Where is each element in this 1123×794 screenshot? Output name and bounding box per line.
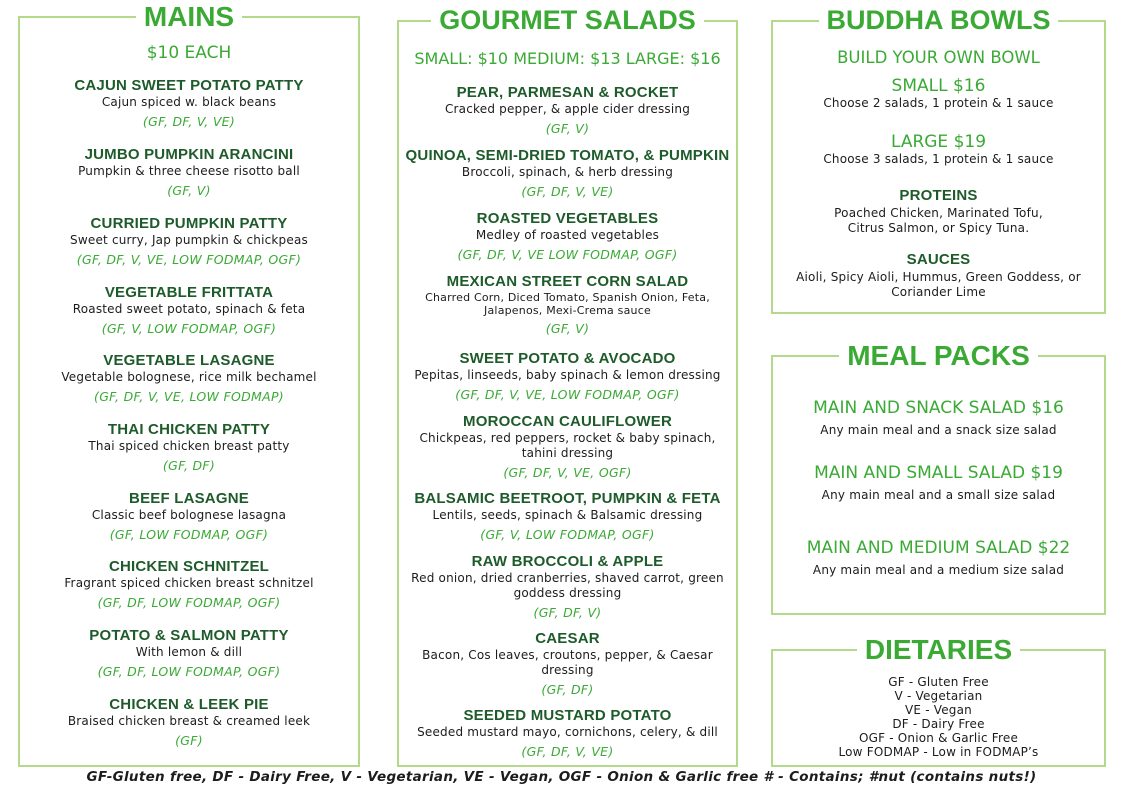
- dish-description: Cajun spiced w. black beans: [101, 95, 277, 109]
- dish-description: Vegetable bolognese, rice milk bechamel: [61, 370, 317, 384]
- salads-title: GOURMET SALADS: [399, 7, 736, 34]
- dish-name: CHICKEN & LEEK PIE: [109, 696, 269, 713]
- dish-description: Fragrant spiced chicken breast schnitzel: [64, 576, 314, 590]
- mains-price: $10 EACH: [146, 43, 232, 63]
- dietary-tags: (GF, V, LOW FODMAP, OGF): [101, 321, 277, 336]
- dish-description: With lemon & dill: [135, 645, 243, 659]
- dish-name: MOROCCAN CAULIFLOWER: [463, 413, 672, 430]
- dietary-tags: (GF, DF, LOW FODMAP, OGF): [97, 595, 281, 610]
- dish-description: Thai spiced chicken breast patty: [88, 439, 290, 453]
- meal-pack-item: [773, 397, 1104, 438]
- dish-description: Pepitas, linseeds, baby spinach & lemon dressing: [414, 368, 721, 382]
- dietary-tags: (GF, DF, V): [533, 605, 602, 620]
- dish-name: RAW BROCCOLI & APPLE: [471, 553, 664, 570]
- salad-item: [403, 630, 732, 698]
- dietaries-section: [771, 634, 1106, 767]
- bowls-subtitle: BUILD YOUR OWN BOWL: [837, 48, 1040, 67]
- bowls-small-price: SMALL $16: [891, 76, 986, 96]
- bowls-small-desc: Choose 2 salads, 1 protein & 1 sauce: [823, 96, 1054, 110]
- dish-description: Cracked pepper, & apple cider dressing: [444, 102, 691, 116]
- dietaries-title: DIETARIES: [773, 636, 1104, 664]
- dish-name: ROASTED VEGETABLES: [476, 210, 659, 227]
- dish-description: Classic beef bolognese lasagna: [91, 508, 287, 522]
- dietary-tags: (GF, DF): [162, 458, 216, 473]
- proteins-title: PROTEINS: [899, 187, 978, 204]
- salad-item: [403, 84, 732, 137]
- meal-pack-name: MAIN AND SNACK SALAD $16: [813, 398, 1064, 418]
- dietary-tags: (GF, DF): [541, 682, 594, 697]
- meal-packs-section: [771, 340, 1106, 615]
- menu-item: [20, 284, 358, 337]
- menu-item: [20, 558, 358, 611]
- bowls-title: BUDDHA BOWLS: [773, 7, 1104, 34]
- dietary-line: VE - Vegan: [905, 703, 972, 717]
- bowls-section: [771, 5, 1106, 314]
- dish-description: Charred Corn, Diced Tomato, Spanish Onion, Feta, Jalapenos, Mexi-Crema sauce: [425, 291, 710, 317]
- sauces-desc: Aioli, Spicy Aioli, Hummus, Green Goddess, or Coriander Lime: [796, 270, 1081, 299]
- dish-description: Braised chicken breast & creamed leek: [67, 714, 311, 728]
- footer-legend: GF-Gluten free, DF - Dairy Free, V - Vegetarian, VE - Vegan, OGF - Onion & Garlic free # - Contains; #nut (contains nuts!): [86, 769, 1037, 785]
- dish-description: Seeded mustard mayo, cornichons, celery, & dill: [417, 725, 718, 739]
- salad-item: [403, 350, 732, 403]
- salad-item: [403, 273, 732, 337]
- dietary-tags: (GF, DF, V, VE): [521, 184, 614, 199]
- dish-description: Red onion, dried cranberries, shaved carrot, green goddess dressing: [411, 571, 724, 600]
- menu-item: [20, 696, 358, 749]
- dietary-line: Low FODMAP - Low in FODMAP’s: [838, 745, 1039, 759]
- menu-item: [20, 352, 358, 405]
- dietary-tags: (GF, V): [545, 121, 590, 136]
- dietary-tags: (GF, DF, V, VE, LOW FODMAP, OGF): [455, 387, 680, 402]
- salad-item: [403, 707, 732, 760]
- proteins-desc: Poached Chicken, Marinated Tofu, Citrus Salmon, or Spicy Tuna.: [834, 206, 1043, 235]
- meal-pack-description: Any main meal and a small size salad: [821, 488, 1056, 502]
- dietary-line: V - Vegetarian: [894, 689, 983, 703]
- menu-item: [20, 490, 358, 543]
- dietary-tags: (GF, DF, V, VE, OGF): [503, 465, 632, 480]
- dietary-line: DF - Dairy Free: [892, 717, 985, 731]
- dish-name: BEEF LASAGNE: [129, 490, 249, 507]
- bowls-large-price: LARGE $19: [890, 132, 987, 152]
- dish-description: Pumpkin & three cheese risotto ball: [78, 164, 300, 178]
- dietary-tags: (GF): [175, 733, 203, 748]
- dish-name: POTATO & SALMON PATTY: [89, 627, 289, 644]
- salad-item: [403, 553, 732, 621]
- dietary-tags: (GF, DF, V, VE): [521, 744, 614, 759]
- menu-item: [20, 77, 358, 130]
- dish-description: Chickpeas, red peppers, rocket & baby spinach, tahini dressing: [419, 431, 716, 460]
- dish-name: VEGETABLE FRITTATA: [104, 284, 274, 301]
- meal-pack-item: [773, 462, 1104, 503]
- dietary-tags: (GF, V, LOW FODMAP, OGF): [480, 527, 655, 542]
- dish-description: Bacon, Cos leaves, croutons, pepper, & Caesar dressing: [422, 648, 713, 677]
- dietary-line: OGF - Onion & Garlic Free: [858, 731, 1019, 745]
- menu-item: [20, 146, 358, 199]
- dish-description: Broccoli, spinach, & herb dressing: [461, 165, 674, 179]
- dish-name: PEAR, PARMESAN & ROCKET: [456, 84, 679, 101]
- dietary-tags: (GF, DF, V, VE LOW FODMAP, OGF): [457, 247, 678, 262]
- sauces-title: SAUCES: [906, 251, 971, 268]
- meal-pack-name: MAIN AND SMALL SALAD $19: [814, 463, 1063, 483]
- dietary-tags: (GF, LOW FODMAP, OGF): [109, 527, 269, 542]
- dish-description: Medley of roasted vegetables: [475, 228, 660, 242]
- salad-item: [403, 413, 732, 481]
- salad-item: [403, 210, 732, 263]
- dish-name: SEEDED MUSTARD POTATO: [463, 707, 672, 724]
- dietary-tags: (GF, DF, V, VE, LOW FODMAP, OGF): [76, 252, 302, 267]
- mains-section: [18, 1, 360, 767]
- meal-pack-description: Any main meal and a medium size salad: [812, 563, 1065, 577]
- menu-item: [20, 421, 358, 474]
- dish-name: JUMBO PUMPKIN ARANCINI: [84, 146, 294, 163]
- dish-name: CAJUN SWEET POTATO PATTY: [74, 77, 304, 94]
- dish-description: Lentils, seeds, spinach & Balsamic dressing: [432, 508, 703, 522]
- dish-name: CHICKEN SCHNITZEL: [108, 558, 270, 575]
- dietary-tags: (GF, DF, V, VE, LOW FODMAP): [94, 389, 284, 404]
- dietary-tags: (GF, V): [167, 183, 211, 198]
- dietary-line: GF - Gluten Free: [888, 675, 989, 689]
- meal-pack-name: MAIN AND MEDIUM SALAD $22: [806, 538, 1071, 558]
- dish-name: BALSAMIC BEETROOT, PUMPKIN & FETA: [414, 490, 721, 507]
- dish-name: CURRIED PUMPKIN PATTY: [90, 215, 288, 232]
- salads-section: [397, 5, 738, 767]
- dish-name: THAI CHICKEN PATTY: [107, 421, 271, 438]
- meal-packs-title: MEAL PACKS: [773, 342, 1104, 370]
- dish-description: Sweet curry, Jap pumpkin & chickpeas: [70, 233, 308, 247]
- bowls-large-desc: Choose 3 salads, 1 protein & 1 sauce: [823, 152, 1054, 166]
- meal-pack-description: Any main meal and a snack size salad: [820, 423, 1057, 437]
- salads-price: SMALL: $10 MEDIUM: $13 LARGE: $16: [414, 49, 721, 68]
- dish-description: Roasted sweet potato, spinach & feta: [72, 302, 306, 316]
- dish-name: QUINOA, SEMI-DRIED TOMATO, & PUMPKIN: [405, 147, 730, 164]
- dietary-tags: (GF, V): [545, 321, 590, 336]
- dietary-tags: (GF, DF, V, VE): [142, 114, 236, 129]
- mains-title: MAINS: [20, 3, 358, 31]
- dish-name: SWEET POTATO & AVOCADO: [459, 350, 676, 367]
- dietary-tags: (GF, DF, LOW FODMAP, OGF): [97, 664, 281, 679]
- dish-name: CAESAR: [535, 630, 600, 647]
- salad-item: [403, 147, 732, 200]
- meal-pack-item: [773, 537, 1104, 578]
- dish-name: VEGETABLE LASAGNE: [103, 352, 275, 369]
- dish-name: MEXICAN STREET CORN SALAD: [446, 273, 689, 290]
- salad-item: [403, 490, 732, 543]
- menu-item: [20, 627, 358, 680]
- dietaries-lines: [773, 675, 1104, 759]
- menu-item: [20, 215, 358, 268]
